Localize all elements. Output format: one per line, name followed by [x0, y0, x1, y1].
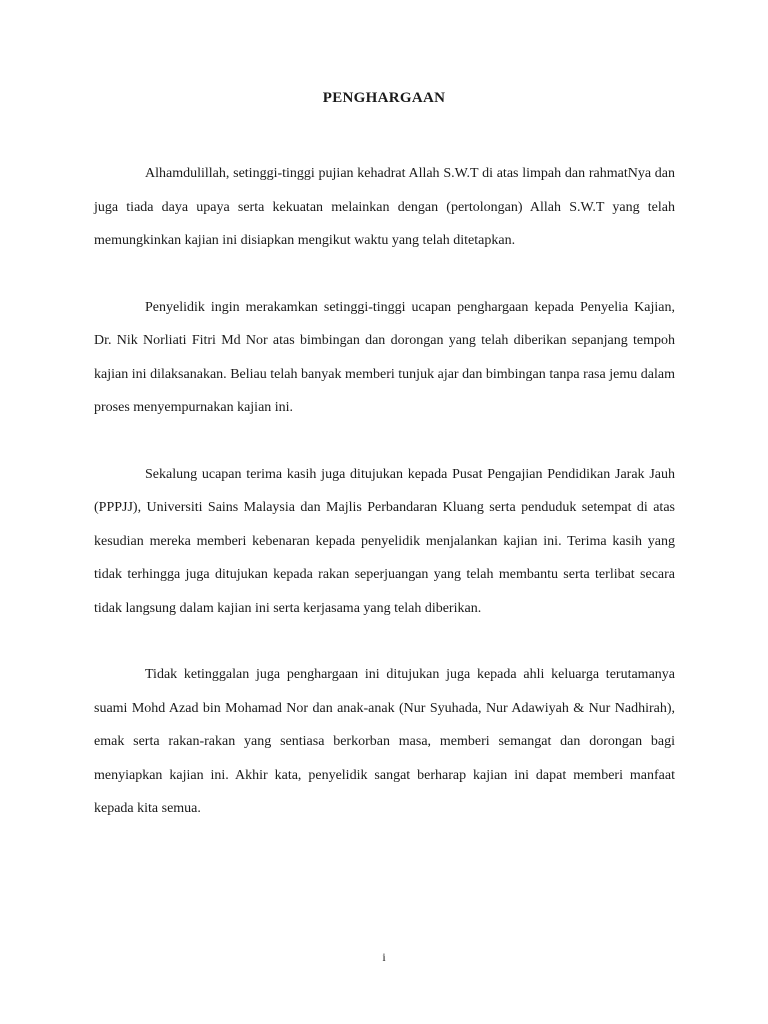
- document-body: [94, 157, 675, 859]
- paragraph-supervisor-thanks: Penyelidik ingin merakamkan setinggi-tinggi ucapan penghargaan kepada Penyelia Kajian, Dr. Nik Norliati Fitri Md Nor atas bimbingan dan dorongan yang telah diberikan sepanjang tempoh kajian ini dilaksanakan. Beliau telah banyak memberi tunjuk ajar dan bimbingan tanpa rasa jemu dalam proses menyempurnakan kajian ini.: [94, 299, 675, 415]
- paragraph-gratitude-to-god: Alhamdulillah, setinggi-tinggi pujian kehadrat Allah S.W.T di atas limpah dan rahmatNya dan juga tiada daya upaya serta kekuatan melainkan dengan (pertolongan) Allah S.W.T yang telah memungkinkan kajian ini disiapkan mengikut waktu yang telah ditetapkan.: [94, 166, 675, 248]
- page-number: i: [382, 950, 386, 964]
- page-title: PENGHARGAAN: [322, 90, 446, 106]
- paragraph-family-thanks: Tidak ketinggalan juga penghargaan ini ditujukan juga kepada ahli keluarga terutamanya suami Mohd Azad bin Mohamad Nor dan anak-anak (Nur Syuhada, Nur Adawiyah & Nur Nadhirah), emak serta rakan-rakan yang sentiasa berkorban masa, memberi semangat dan dorongan bagi menyiapkan kajian ini. Akhir kata, penyelidik sangat berharap kajian ini dapat memberi manfaat kepada kita semua.: [94, 667, 675, 816]
- paragraph-institution-thanks: Sekalung ucapan terima kasih juga ditujukan kepada Pusat Pengajian Pendidikan Jarak Jauh (PPPJJ), Universiti Sains Malaysia dan Majlis Perbandaran Kluang serta penduduk setempat di atas kesudian mereka memberi kebenaran kepada penyelidik menjalankan kajian ini. Terima kasih yang tidak terhingga juga ditujukan kepada rakan seperjuangan yang telah membantu serta terlibat secara tidak langsung dalam kajian ini serta kerjasama yang telah diberikan.: [94, 466, 675, 616]
